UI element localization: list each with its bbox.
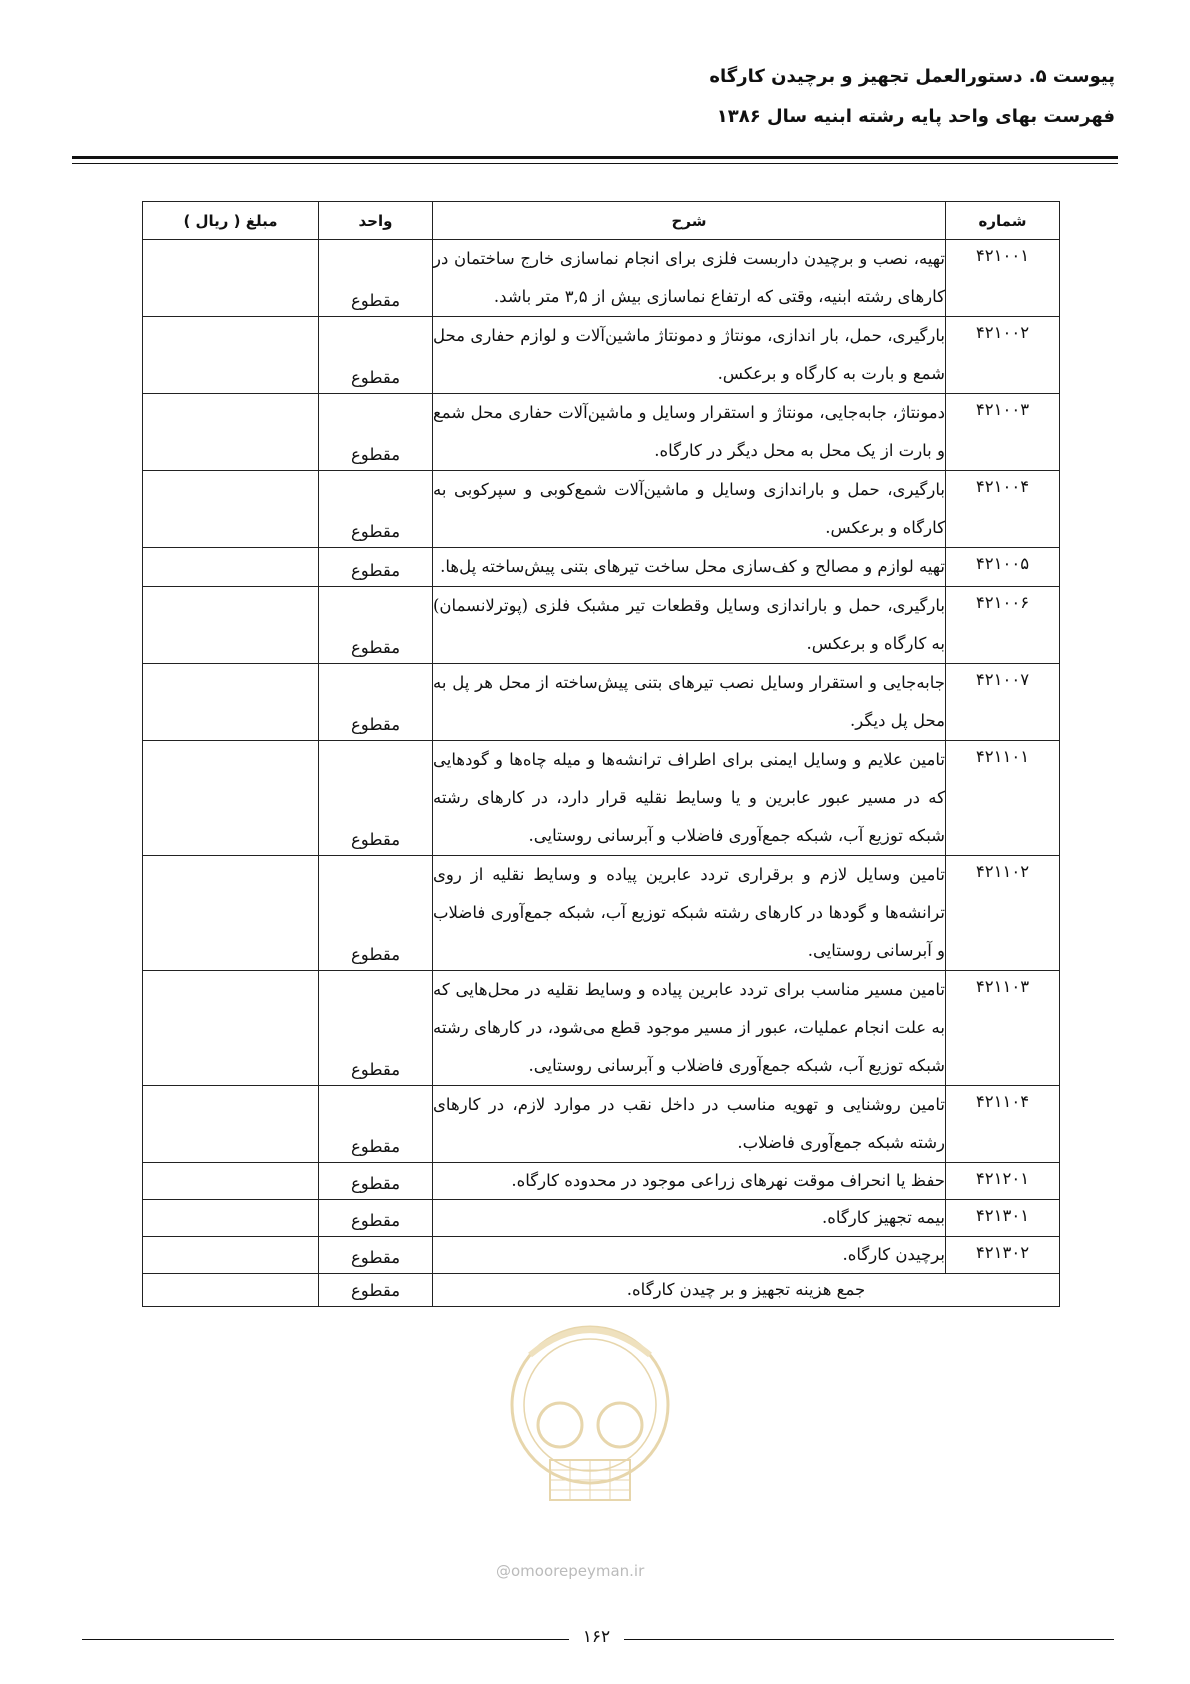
table-row — [143, 587, 1060, 664]
table-row — [143, 394, 1060, 471]
row-amount — [143, 1163, 319, 1200]
watermark-url: @omoorepeyman.ir — [496, 1562, 645, 1580]
row-description: تامین روشنایی و تهویه مناسب در داخل نقب در موارد لازم، در کارهای رشته شبکه جمع‌آوری فاضلاب. — [433, 1086, 946, 1163]
row-amount — [143, 971, 319, 1086]
row-unit: مقطوع — [319, 664, 433, 741]
header-title: پیوست ۵. دستورالعمل تجهیز و برچیدن کارگاه — [709, 66, 1115, 87]
table-row — [143, 240, 1060, 317]
row-description: بارگیری، حمل، بار اندازی، مونتاژ و دمونتاژ ماشین‌آلات و لوازم حفاری محل شمع و بارت به کارگاه و برعکس. — [433, 317, 946, 394]
row-description: حفظ یا انحراف موقت نهرهای زراعی موجود در محدوده کارگاه. — [433, 1163, 946, 1200]
row-description: بیمه تجهیز کارگاه. — [433, 1200, 946, 1237]
row-description: تامین مسیر مناسب برای تردد عابرین پیاده و وسایط نقلیه در محل‌هایی که به علت انجام عملیات، عبور از مسیر موجود قطع می‌شود، در کارهای رشته شبکه توزیع آب، شبکه جمع‌آوری فاضلاب و آبرسانی روستایی. — [433, 971, 946, 1086]
table-row — [143, 1200, 1060, 1237]
table-row — [143, 856, 1060, 971]
total-description: جمع هزینه تجهیز و بر چیدن کارگاه. — [433, 1274, 1060, 1307]
row-unit: مقطوع — [319, 548, 433, 587]
row-unit: مقطوع — [319, 1237, 433, 1274]
row-number: ۴۲۱۰۰۶ — [946, 587, 1060, 664]
row-description: تهیه لوازم و مصالح و کف‌سازی محل ساخت تیرهای بتنی پیش‌ساخته پل‌ها. — [433, 548, 946, 587]
table-header-row — [143, 202, 1060, 240]
table-row — [143, 471, 1060, 548]
row-description: تهیه، نصب و برچیدن داربست فلزی برای انجام نماسازی خارج ساختمان در کارهای رشته ابنیه، وقتی که ارتفاع نماسازی بیش از ۳,۵ متر باشد. — [433, 240, 946, 317]
row-unit: مقطوع — [319, 971, 433, 1086]
row-number: ۴۲۱۰۰۳ — [946, 394, 1060, 471]
row-number: ۴۲۱۰۰۷ — [946, 664, 1060, 741]
table-row — [143, 741, 1060, 856]
row-unit: مقطوع — [319, 394, 433, 471]
row-description: تامین وسایل لازم و برقراری تردد عابرین پیاده و وسایط نقلیه از روی ترانشه‌ها و گودها در کارهای رشته شبکه توزیع آب، شبکه جمع‌آوری فاضلاب و آبرسانی روستایی. — [433, 856, 946, 971]
row-unit: مقطوع — [319, 856, 433, 971]
row-amount — [143, 1237, 319, 1274]
row-amount — [143, 741, 319, 856]
row-unit: مقطوع — [319, 317, 433, 394]
column-header-unit: واحد — [319, 202, 433, 240]
header-subtitle: فهرست بهای واحد پایه رشته ابنیه سال ۱۳۸۶ — [716, 106, 1115, 127]
row-number: ۴۲۱۱۰۳ — [946, 971, 1060, 1086]
row-description: بارگیری، حمل و باراندازی وسایل و ماشین‌آلات شمع‌کوبی و سپرکوبی به کارگاه و برعکس. — [433, 471, 946, 548]
row-amount — [143, 587, 319, 664]
row-number: ۴۲۱۳۰۲ — [946, 1237, 1060, 1274]
row-amount — [143, 856, 319, 971]
header-rule-thin — [72, 163, 1118, 164]
row-amount — [143, 548, 319, 587]
footer-rule-right — [624, 1639, 1114, 1640]
row-amount — [143, 240, 319, 317]
row-number: ۴۲۱۳۰۱ — [946, 1200, 1060, 1237]
row-number: ۴۲۱۱۰۲ — [946, 856, 1060, 971]
total-unit: مقطوع — [319, 1274, 433, 1307]
table-total-row — [143, 1274, 1060, 1307]
page-number: ۱۶۲ — [582, 1627, 611, 1647]
row-number: ۴۲۱۱۰۴ — [946, 1086, 1060, 1163]
column-header-description: شرح — [433, 202, 946, 240]
row-amount — [143, 394, 319, 471]
row-description: برچیدن کارگاه. — [433, 1237, 946, 1274]
price-list-table — [142, 201, 1060, 1307]
total-amount — [143, 1274, 319, 1307]
column-header-amount: مبلغ ( ریال ) — [143, 202, 319, 240]
table-row — [143, 971, 1060, 1086]
row-unit: مقطوع — [319, 1163, 433, 1200]
table-row — [143, 664, 1060, 741]
row-unit: مقطوع — [319, 1200, 433, 1237]
row-amount — [143, 664, 319, 741]
row-number: ۴۲۱۲۰۱ — [946, 1163, 1060, 1200]
row-number: ۴۲۱۰۰۵ — [946, 548, 1060, 587]
table-row — [143, 1086, 1060, 1163]
row-amount — [143, 1086, 319, 1163]
row-unit: مقطوع — [319, 741, 433, 856]
column-header-number: شماره — [946, 202, 1060, 240]
row-description: جابه‌جایی و استقرار وسایل نصب تیرهای بتنی پیش‌ساخته از محل هر پل به محل پل دیگر. — [433, 664, 946, 741]
row-description: دمونتاژ، جابه‌جایی، مونتاژ و استقرار وسایل و ماشین‌آلات حفاری محل شمع و بارت از یک محل به محل دیگر در کارگاه. — [433, 394, 946, 471]
row-amount — [143, 1200, 319, 1237]
table-row — [143, 1237, 1060, 1274]
row-unit: مقطوع — [319, 471, 433, 548]
table-row — [143, 1163, 1060, 1200]
row-number: ۴۲۱۰۰۱ — [946, 240, 1060, 317]
footer-rule-left — [82, 1639, 569, 1640]
row-amount — [143, 317, 319, 394]
row-amount — [143, 471, 319, 548]
row-description: بارگیری، حمل و باراندازی وسایل وقطعات تیر مشبک فلزی (پوترلانسمان) به کارگاه و برعکس. — [433, 587, 946, 664]
table-row — [143, 317, 1060, 394]
row-number: ۴۲۱۰۰۲ — [946, 317, 1060, 394]
row-unit: مقطوع — [319, 240, 433, 317]
row-number: ۴۲۱۱۰۱ — [946, 741, 1060, 856]
row-number: ۴۲۱۰۰۴ — [946, 471, 1060, 548]
row-unit: مقطوع — [319, 587, 433, 664]
omoore-peyman-seal-icon — [490, 1295, 690, 1555]
row-description: تامین علایم و وسایل ایمنی برای اطراف ترانشه‌ها و میله چاه‌ها و گودهایی که در مسیر عبور عابرین و یا وسایط نقلیه قرار دارد، در کارهای رشته شبکه توزیع آب، شبکه جمع‌آوری فاضلاب و آبرسانی روستایی. — [433, 741, 946, 856]
row-unit: مقطوع — [319, 1086, 433, 1163]
table-row — [143, 548, 1060, 587]
header-rule — [72, 156, 1118, 159]
